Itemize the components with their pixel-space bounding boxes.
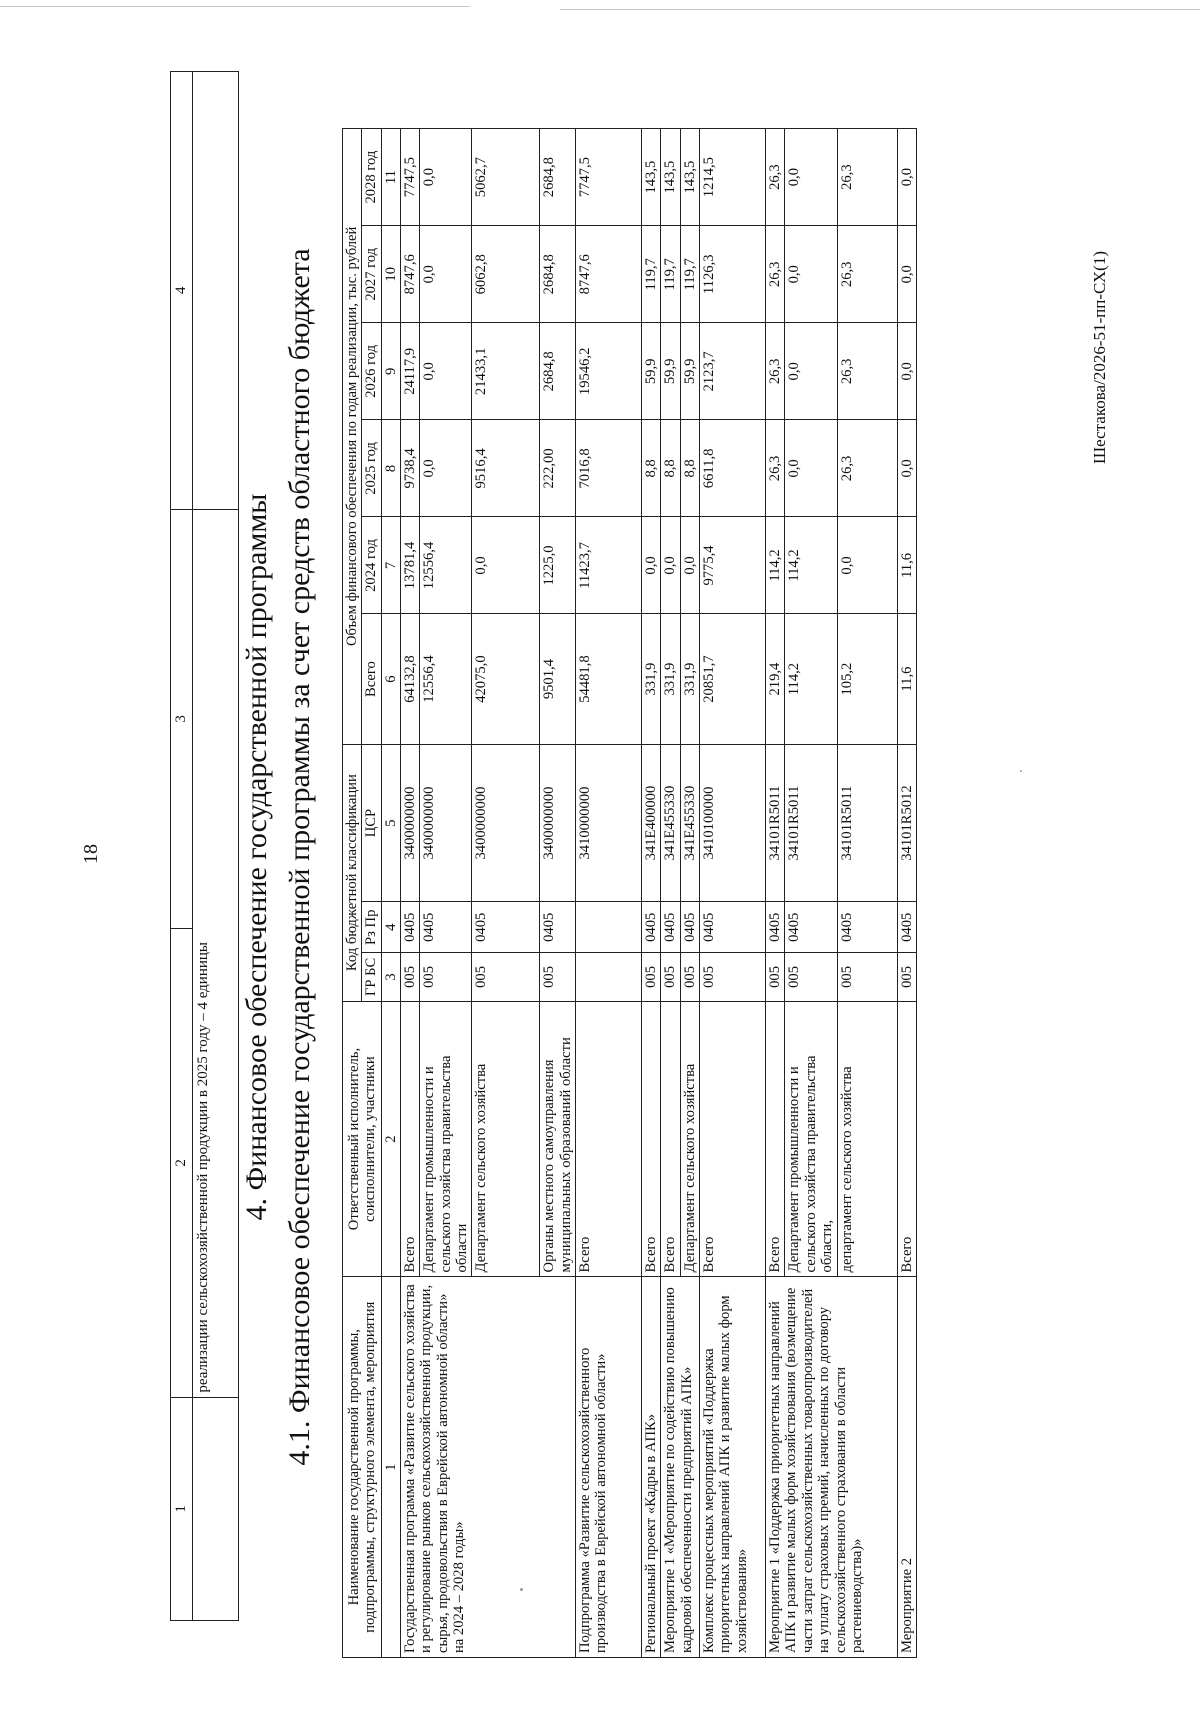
top-table-header-3: 3 (171, 509, 193, 929)
header-rzpr: Рз Пр (362, 902, 381, 953)
header-executor: Ответственный исполнитель, соисполнители, участники (343, 1001, 382, 1277)
column-index: 2 (381, 1001, 400, 1277)
grbs: 005 (401, 953, 420, 1002)
table-row (700, 129, 766, 1658)
column-index: 5 (381, 744, 400, 902)
total: 11,6 (897, 614, 916, 744)
top-table-header-4: 4 (171, 72, 193, 510)
y2025: 0,0 (785, 420, 837, 517)
rzpr: 0405 (680, 902, 699, 953)
y2028: 0,0 (897, 129, 916, 226)
csr: 3400000000 (420, 744, 472, 902)
y2027: 8747,6 (576, 226, 642, 323)
header-total: Всего (362, 614, 381, 744)
total: 42075,0 (472, 614, 540, 744)
y2026: 0,0 (420, 323, 472, 420)
rzpr: 0405 (837, 902, 897, 953)
grbs: 005 (540, 953, 576, 1002)
project-name: Региональный проект «Кадры в АПК» (642, 1277, 661, 1658)
measure-name: Мероприятие 1 «Поддержка приоритетных направлений АПК и развитие малых форм хозяйствования (возмещение части затрат сельскохозяйственных товаропроизводителей на уплату страховых премий, начисленных по договору сельскохозяйственного страхования в области растениеводства)» (766, 1277, 897, 1658)
header-2024: 2024 год (362, 517, 381, 614)
top-table-cell-text: реализации сельскохозяйственной продукции в 2025 году – 4 единицы (193, 509, 239, 1397)
y2025: 8,8 (642, 420, 661, 517)
y2026: 59,9 (680, 323, 699, 420)
total: 64132,8 (401, 614, 420, 744)
y2025: 222,00 (540, 420, 576, 517)
executor: Департамент сельского хозяйства (680, 1001, 699, 1277)
rzpr (576, 902, 642, 953)
y2025: 7016,8 (576, 420, 642, 517)
y2027: 0,0 (785, 226, 837, 323)
executor: Всего (576, 1001, 642, 1277)
executor: Органы местного самоуправления муниципальных образований области (540, 1001, 576, 1277)
y2027: 0,0 (420, 226, 472, 323)
column-index: 11 (381, 129, 400, 226)
top-table-cell (193, 72, 239, 510)
table-row (897, 129, 916, 1658)
rzpr: 0405 (642, 902, 661, 953)
total: 12556,4 (420, 614, 472, 744)
grbs (576, 953, 642, 1002)
executor: Всего (401, 1001, 420, 1277)
column-index: 7 (381, 517, 400, 614)
csr: 341E455330 (680, 744, 699, 902)
y2024: 0,0 (642, 517, 661, 614)
measure-name: Мероприятие 2 (897, 1277, 916, 1658)
y2024: 9775,4 (700, 517, 766, 614)
y2028: 2684,8 (540, 129, 576, 226)
csr: 3400000000 (540, 744, 576, 902)
header-name: Наименование государственной программы, подпрограммы, структурного элемента, мероприятия (343, 1277, 382, 1658)
rzpr: 0405 (700, 902, 766, 953)
total: 9501,4 (540, 614, 576, 744)
csr: 3410000000 (576, 744, 642, 902)
executor: Всего (897, 1001, 916, 1277)
top-table-header-2: 2 (171, 929, 193, 1397)
table-row (766, 129, 785, 1658)
csr: 34101R5012 (897, 744, 916, 902)
y2028: 7747,5 (401, 129, 420, 226)
y2026: 26,3 (837, 323, 897, 420)
y2026: 59,9 (642, 323, 661, 420)
program-name: Государственная программа «Развитие сельского хозяйства и регулирование рынков сельскохозяйственной продукции, сырья, продовольствия в Еврейской автономной области» на 2024 – 2028 годы» (401, 1277, 576, 1658)
executor: Департамент промышленности и сельского хозяйства правительства области (420, 1001, 472, 1277)
csr: 34101R5011 (766, 744, 785, 902)
y2028: 26,3 (766, 129, 785, 226)
y2026: 19546,2 (576, 323, 642, 420)
rzpr: 0405 (785, 902, 837, 953)
y2024: 13781,4 (401, 517, 420, 614)
rzpr: 0405 (766, 902, 785, 953)
y2027: 119,7 (661, 226, 680, 323)
executor: департамент сельского хозяйства (837, 1001, 897, 1277)
csr: 341E455330 (661, 744, 680, 902)
y2027: 0,0 (897, 226, 916, 323)
measure-name: Мероприятие 1 «Мероприятие по содействию повышению кадровой обеспеченности предприятий АПК» (661, 1277, 700, 1658)
y2025: 26,3 (766, 420, 785, 517)
header-grbs: ГР БС (362, 953, 381, 1002)
section-heading: 4. Финансовое обеспечение государственной программы (240, 493, 273, 1221)
y2024: 114,2 (766, 517, 785, 614)
total: 331,9 (661, 614, 680, 744)
y2024: 12556,4 (420, 517, 472, 614)
total: 20851,7 (700, 614, 766, 744)
complex-name: Комплекс процессных мероприятий «Поддержка приоритетных направлений АПК и развитие малых форм хозяйствования» (700, 1277, 766, 1658)
y2027: 26,3 (766, 226, 785, 323)
column-index: 8 (381, 420, 400, 517)
grbs: 005 (785, 953, 837, 1002)
y2026: 0,0 (785, 323, 837, 420)
total: 114,2 (785, 614, 837, 744)
y2025: 8,8 (661, 420, 680, 517)
y2028: 0,0 (785, 129, 837, 226)
column-index: 9 (381, 323, 400, 420)
rzpr: 0405 (540, 902, 576, 953)
y2027: 119,7 (642, 226, 661, 323)
header-csr: ЦСР (362, 744, 381, 902)
y2025: 9738,4 (401, 420, 420, 517)
y2026: 21433,1 (472, 323, 540, 420)
y2028: 7747,5 (576, 129, 642, 226)
table-row (642, 129, 661, 1658)
financing-table (342, 128, 917, 1658)
header-budget-code: Код бюджетной классификации (343, 744, 362, 1001)
csr: 3400000000 (401, 744, 420, 902)
total: 331,9 (642, 614, 661, 744)
csr: 3410100000 (700, 744, 766, 902)
page-number: 18 (80, 844, 102, 864)
y2024: 1225,0 (540, 517, 576, 614)
y2024: 11423,7 (576, 517, 642, 614)
grbs: 005 (897, 953, 916, 1002)
y2028: 5062,7 (472, 129, 540, 226)
top-table-header-1: 1 (171, 1397, 193, 1620)
executor: Всего (766, 1001, 785, 1277)
y2026: 24117,9 (401, 323, 420, 420)
grbs: 005 (642, 953, 661, 1002)
continuation-table (170, 71, 239, 1621)
y2025: 6611,8 (700, 420, 766, 517)
y2027: 2684,8 (540, 226, 576, 323)
y2025: 0,0 (420, 420, 472, 517)
y2028: 1214,5 (700, 129, 766, 226)
y2026: 0,0 (897, 323, 916, 420)
y2028: 0,0 (420, 129, 472, 226)
top-table-cell (193, 1397, 239, 1620)
y2024: 0,0 (472, 517, 540, 614)
y2024: 114,2 (785, 517, 837, 614)
csr: 34101R5011 (785, 744, 837, 902)
y2025: 8,8 (680, 420, 699, 517)
executor: Всего (700, 1001, 766, 1277)
total: 54481,8 (576, 614, 642, 744)
total: 219,4 (766, 614, 785, 744)
table-row (661, 129, 680, 1658)
y2028: 143,5 (680, 129, 699, 226)
rzpr: 0405 (401, 902, 420, 953)
y2028: 143,5 (661, 129, 680, 226)
csr: 3400000000 (472, 744, 540, 902)
column-index: 10 (381, 226, 400, 323)
y2026: 2123,7 (700, 323, 766, 420)
column-index: 4 (381, 902, 400, 953)
column-index-row (381, 129, 400, 1658)
y2024: 11,6 (897, 517, 916, 614)
csr: 341E400000 (642, 744, 661, 902)
csr: 34101R5011 (837, 744, 897, 902)
executor: Всего (661, 1001, 680, 1277)
grbs: 005 (766, 953, 785, 1002)
y2028: 26,3 (837, 129, 897, 226)
executor: Всего (642, 1001, 661, 1277)
y2025: 9516,4 (472, 420, 540, 517)
header-2025: 2025 год (362, 420, 381, 517)
subprogram-name: Подпрограмма «Развитие сельскохозяйственного производства в Еврейской автономной области» (576, 1277, 642, 1658)
table-row (576, 129, 642, 1658)
subsection-heading: 4.1. Финансовое обеспечение государственной программы за счет средств областного бюджета (283, 248, 316, 1466)
y2024: 0,0 (680, 517, 699, 614)
header-2028: 2028 год (362, 129, 381, 226)
executor: Департамент промышленности и сельского хозяйства правительства области, (785, 1001, 837, 1277)
y2027: 8747,6 (401, 226, 420, 323)
column-index: 6 (381, 614, 400, 744)
y2026: 26,3 (766, 323, 785, 420)
document-footer-id: Шестакова/2026-51-пп-СХ(1) (1090, 251, 1109, 464)
y2027: 26,3 (837, 226, 897, 323)
total: 331,9 (680, 614, 699, 744)
y2026: 59,9 (661, 323, 680, 420)
rzpr: 0405 (420, 902, 472, 953)
grbs: 005 (680, 953, 699, 1002)
y2028: 143,5 (642, 129, 661, 226)
y2024: 0,0 (837, 517, 897, 614)
y2025: 0,0 (897, 420, 916, 517)
grbs: 005 (837, 953, 897, 1002)
grbs: 005 (472, 953, 540, 1002)
grbs: 005 (420, 953, 472, 1002)
y2026: 2684,8 (540, 323, 576, 420)
rzpr: 0405 (661, 902, 680, 953)
total: 105,2 (837, 614, 897, 744)
y2027: 119,7 (680, 226, 699, 323)
y2025: 26,3 (837, 420, 897, 517)
header-2026: 2026 год (362, 323, 381, 420)
rzpr: 0405 (897, 902, 916, 953)
y2027: 1126,3 (700, 226, 766, 323)
rzpr: 0405 (472, 902, 540, 953)
grbs: 005 (661, 953, 680, 1002)
y2027: 6062,8 (472, 226, 540, 323)
header-2027: 2027 год (362, 226, 381, 323)
executor: Департамент сельского хозяйства (472, 1001, 540, 1277)
column-index: 1 (381, 1277, 400, 1658)
column-index: 3 (381, 953, 400, 1002)
grbs: 005 (700, 953, 766, 1002)
y2024: 0,0 (661, 517, 680, 614)
header-volume: Объем финансового обеспечения по годам реализации, тыс. рублей (343, 129, 362, 745)
table-row (401, 129, 420, 1658)
